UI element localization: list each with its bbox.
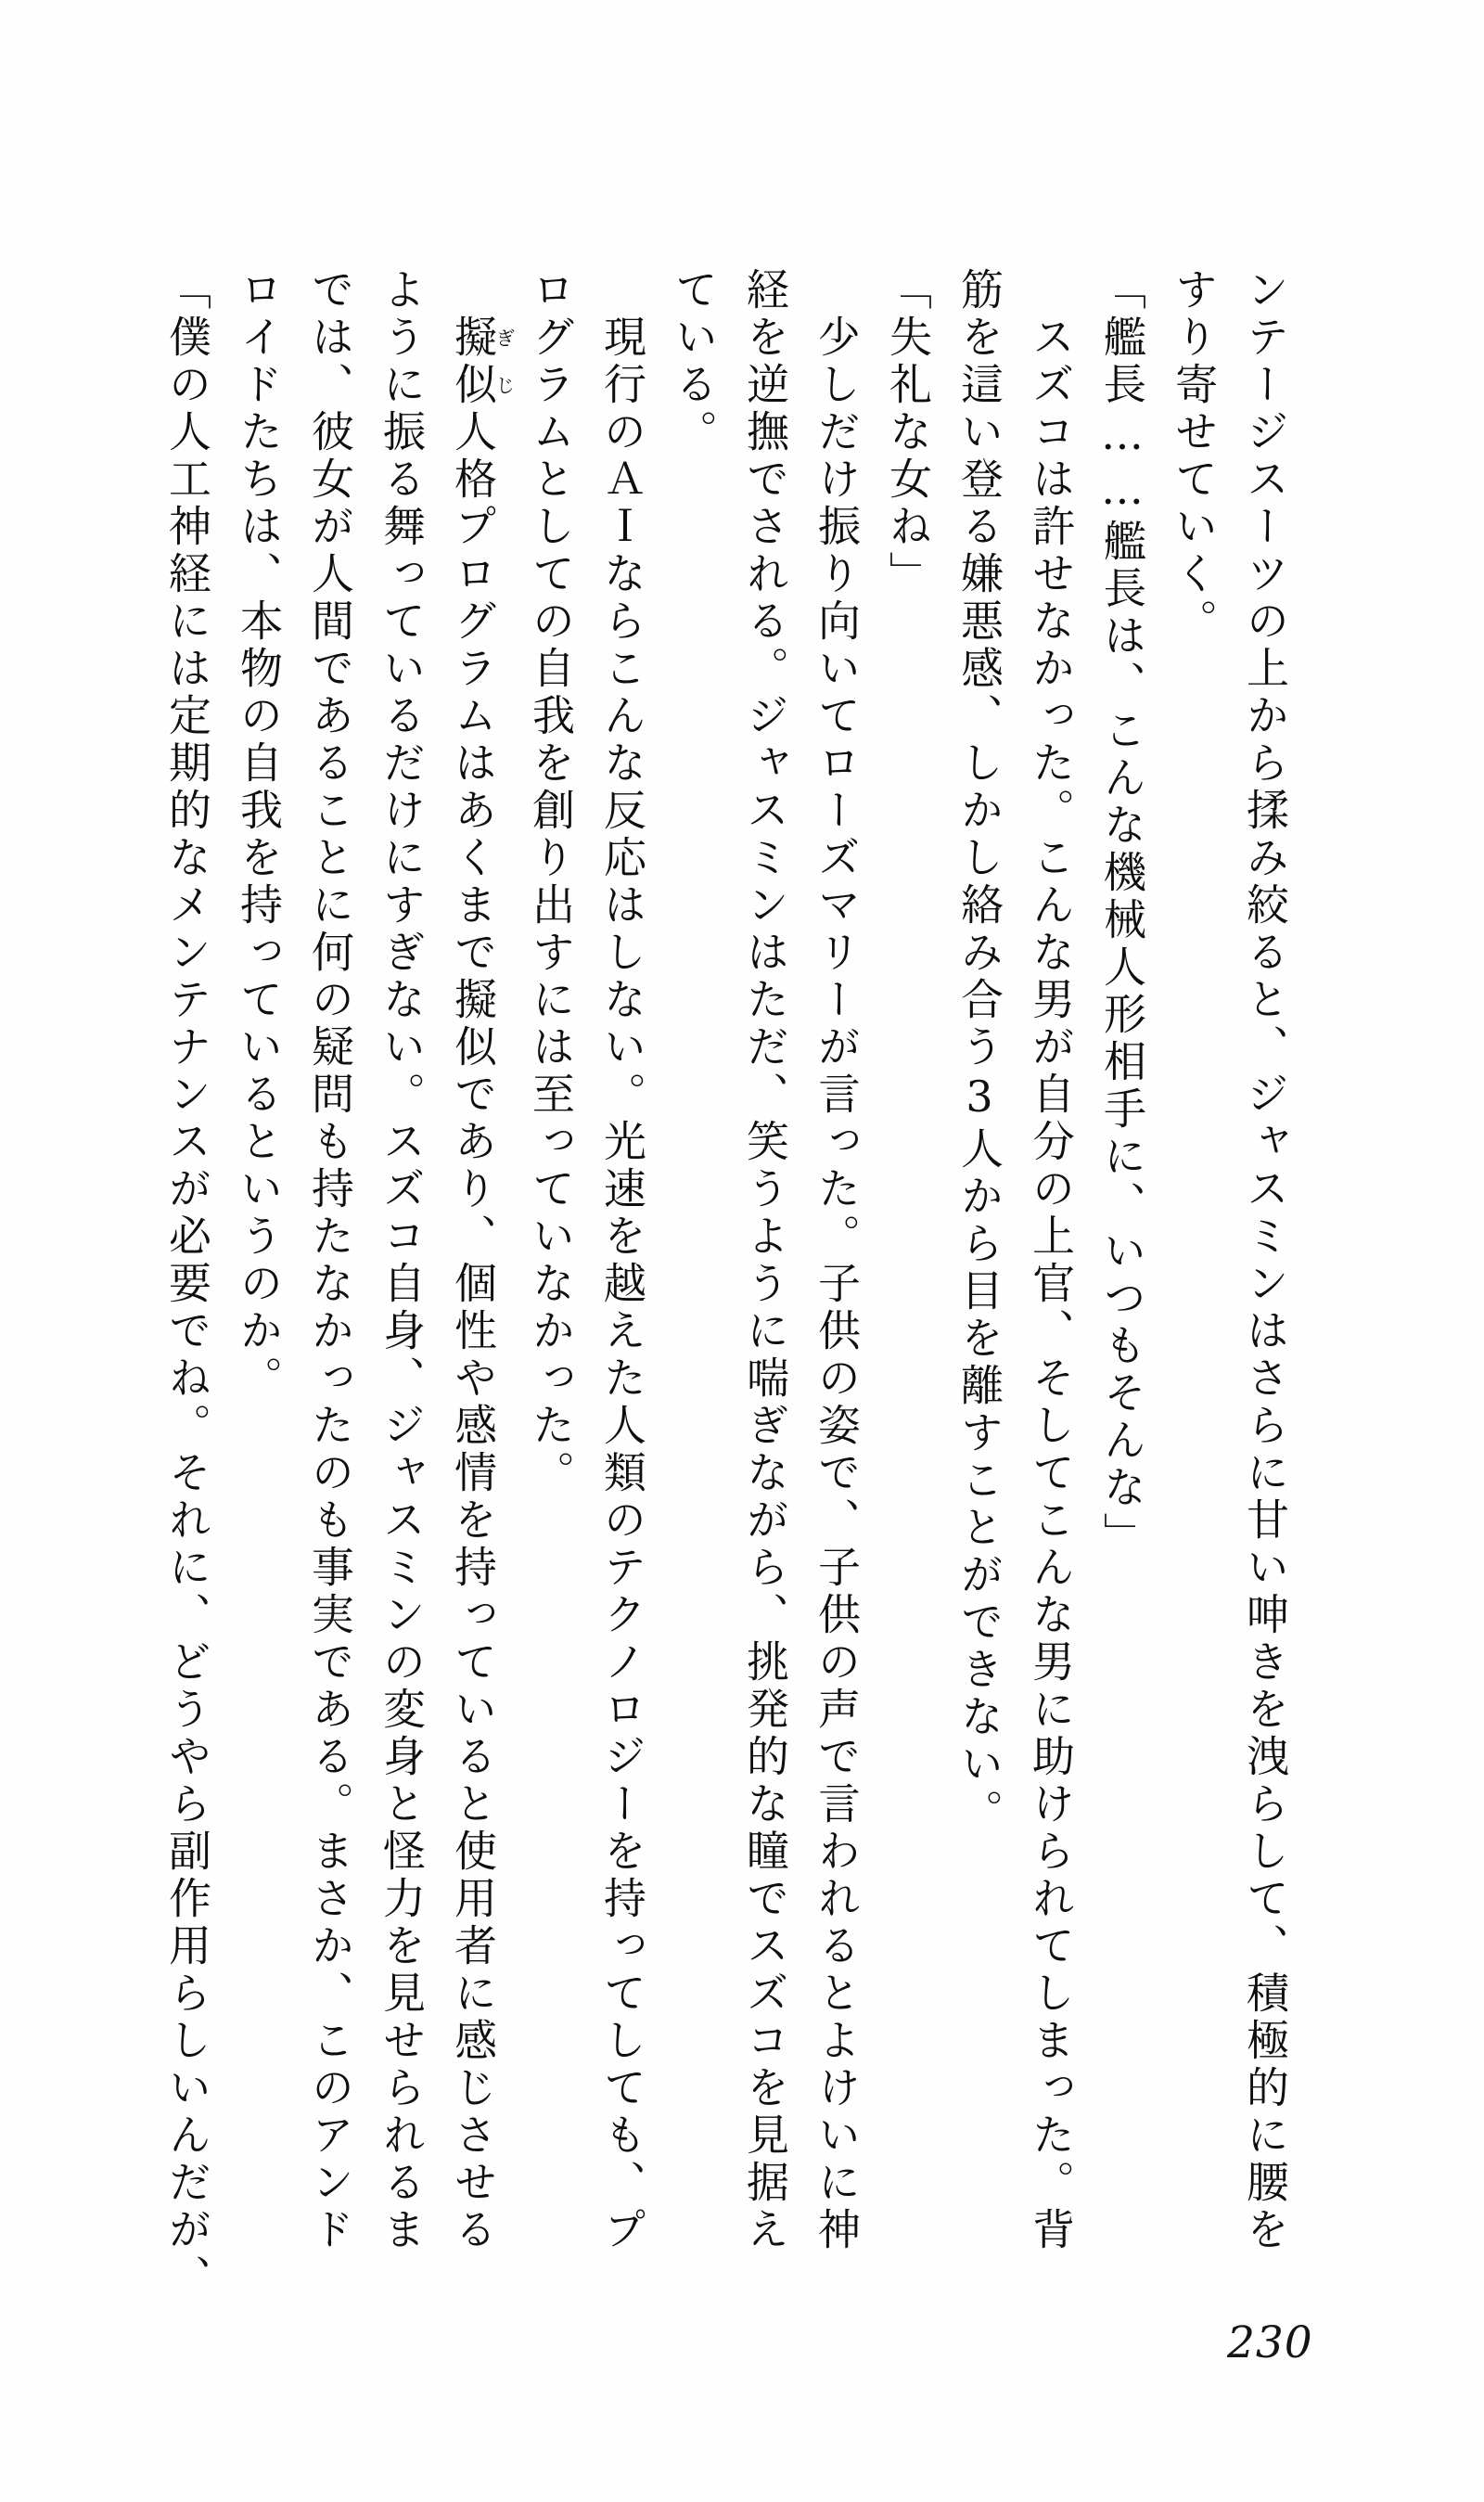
text-line: ている。	[669, 267, 719, 456]
text-line: ンテージスーツの上から揉み絞ると、ジャスミンはさらに甘い呻きを洩らして、積極的に腰を	[1240, 267, 1290, 2254]
text-line: すり寄せていく。	[1169, 267, 1219, 646]
text-line: ように振る舞っているだけにすぎない。スズコ自身、ジャスミンの変身と怪力を見せられるま	[377, 267, 427, 2254]
text-line: 少しだけ振り向いてローズマリーが言った。子供の姿で、子供の声で言われるとよけいに神	[812, 314, 862, 2254]
text-line: 筋を這い登る嫌悪感、しかし絡み合う3人から目を離すことができない。	[954, 267, 1004, 1836]
text-line: 擬ぎ似じ人格プログラムはあくまで擬似であり、個性や感情を持っていると使用者に感じさせる	[448, 314, 516, 2254]
text-line: 現行のＡＩならこんな反応はしない。光速を越えた人類のテクノロジーを持ってしても、プ	[597, 314, 647, 2254]
furigana-ruby	[448, 314, 516, 362]
ruby-base: 擬	[448, 314, 498, 362]
page-number: 230	[1227, 2317, 1313, 2368]
text-line: では、彼女が人間であることに何の疑問も持たなかったのも事実である。まさか、このアンド	[305, 267, 355, 2254]
ruby-text: ぎ	[493, 314, 516, 362]
text-line: 「失礼な女ね」	[883, 267, 933, 598]
text-line: 「艦長……艦長は、こんな機械人形相手に、いつもそんな」	[1097, 267, 1147, 1559]
text-line: スズコは許せなかった。こんな男が自分の上官、そしてこんな男に助けられてしまった。背	[1026, 314, 1076, 2254]
text-line: 経を逆撫でされる。ジャスミンはただ、笑うように喘ぎながら、挑発的な瞳でスズコを見据え	[740, 267, 790, 2254]
vertical-text-block	[151, 267, 1300, 2336]
text-line: ロイドたちは、本物の自我を持っているというのか。	[234, 267, 284, 1403]
text-line: ログラムとしての自我を創り出すには至っていなかった。	[526, 267, 576, 1497]
furigana-ruby	[448, 362, 516, 409]
ruby-base: 似	[448, 362, 498, 409]
text-line: 「僕の人工神経には定期的なメンテナンスが必要でね。それに、どうやら副作用らしいんだが、	[162, 267, 212, 2302]
ruby-text: じ	[493, 362, 516, 409]
